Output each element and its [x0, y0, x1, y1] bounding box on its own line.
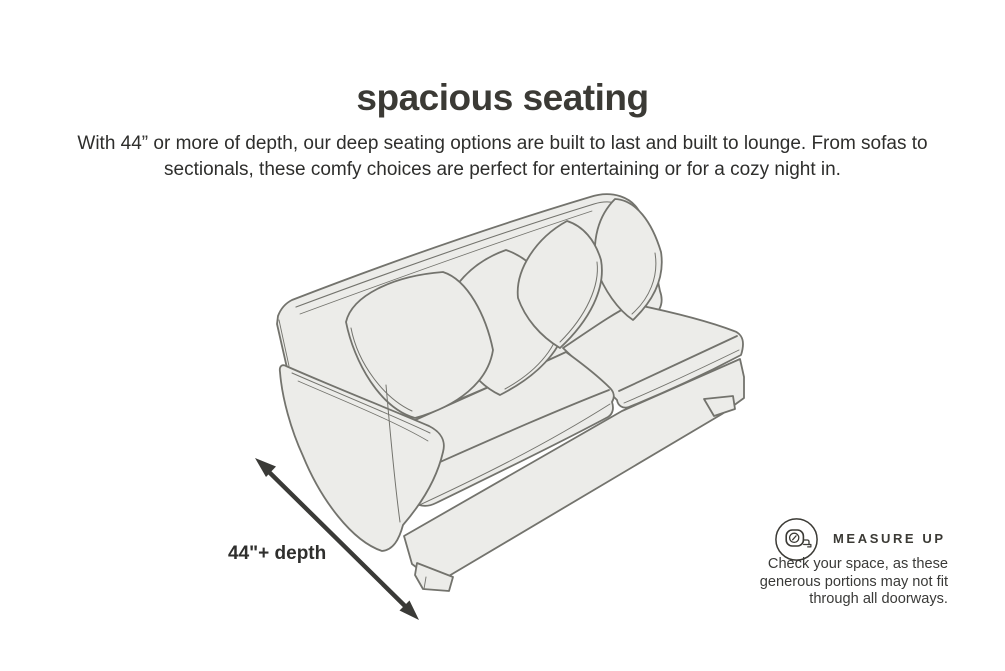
dimension-label: 44"+ depth — [228, 543, 327, 564]
page-description: With 44” or more of depth, our deep seating options are built to last and built to lounge. From sofas to sectionals, these comfy choices are perfect for entertaining or for a cozy night in. — [77, 133, 928, 180]
measure-up-note: Check your space, as these generous portions may not fit through all doorways. — [759, 556, 948, 608]
measure-up-title: MEASURE UP — [833, 531, 946, 546]
sofa-drawing — [277, 194, 744, 591]
page-title: spacious seating — [356, 76, 649, 118]
